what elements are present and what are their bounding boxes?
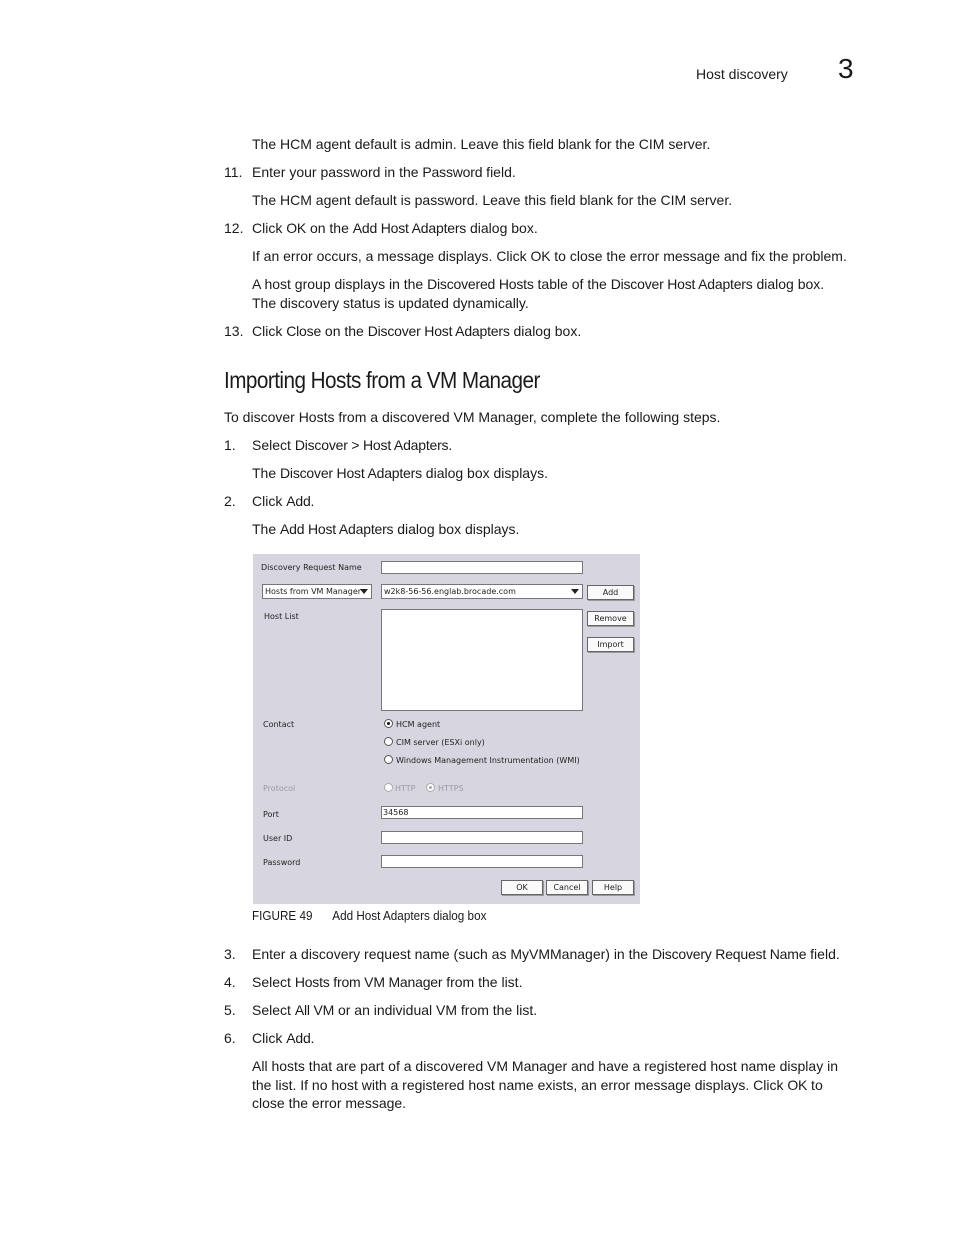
user-id-input[interactable] xyxy=(381,831,583,844)
paragraph: A host group displays in the Discovered Hosts table of the Discover Host Adapters dialog box. xyxy=(252,276,825,292)
protocol-radio-http[interactable] xyxy=(384,783,393,792)
host-list-label: Host List xyxy=(264,612,299,621)
protocol-option-label: HTTP xyxy=(395,784,416,793)
source-select[interactable] xyxy=(262,584,372,599)
vm-select[interactable] xyxy=(381,584,583,599)
password-input[interactable] xyxy=(381,855,583,868)
step-number: 5. xyxy=(224,1002,236,1018)
step-number: 3. xyxy=(224,946,236,962)
chevron-down-icon xyxy=(360,589,368,594)
step-number: 6. xyxy=(224,1030,236,1046)
discovery-request-name-label: Discovery Request Name xyxy=(261,563,362,572)
step-text: Enter your password in the Password field. xyxy=(252,164,516,180)
user-id-label: User ID xyxy=(263,834,293,843)
step-number: 11. xyxy=(224,164,243,180)
paragraph: The Add Host Adapters dialog box displays. xyxy=(252,521,520,537)
paragraph: The HCM agent default is password. Leave this field blank for the CIM server. xyxy=(252,192,733,208)
ok-button[interactable]: OK xyxy=(501,880,543,895)
step-number: 2. xyxy=(224,493,236,509)
source-select-value: Hosts from VM Manager xyxy=(265,587,362,596)
step-text: Click Add. xyxy=(252,1030,315,1046)
paragraph: All hosts that are part of a discovered VM Manager and have a registered host name display in xyxy=(252,1058,838,1074)
cancel-button[interactable]: Cancel xyxy=(546,880,588,895)
chevron-down-icon xyxy=(571,589,579,594)
remove-button[interactable]: Remove xyxy=(587,611,634,626)
contact-radio-hcm-agent[interactable] xyxy=(384,719,393,728)
paragraph: To discover Hosts from a discovered VM Manager, complete the following steps. xyxy=(224,409,721,425)
import-button[interactable]: Import xyxy=(587,637,634,652)
step-number: 4. xyxy=(224,974,236,990)
paragraph: The Discover Host Adapters dialog box displays. xyxy=(252,465,548,481)
figure-number: FIGURE 49 xyxy=(252,908,313,923)
step-text: Enter a discovery request name (such as MyVMManager) in the Discovery Request Name field. xyxy=(252,946,840,962)
contact-radio-cim-server[interactable] xyxy=(384,737,393,746)
contact-radio-wmi[interactable] xyxy=(384,755,393,764)
contact-label: Contact xyxy=(263,720,295,729)
chapter-number: 3 xyxy=(838,53,854,84)
add-host-adapters-dialog xyxy=(253,554,640,904)
step-number: 12. xyxy=(224,220,244,236)
paragraph: close the error message. xyxy=(252,1095,407,1111)
paragraph: The discovery status is updated dynamically. xyxy=(252,295,529,311)
running-header-title: Host discovery xyxy=(696,66,788,82)
password-label: Password xyxy=(263,858,301,867)
discovery-request-name-input[interactable] xyxy=(381,561,583,574)
protocol-option-label: HTTPS xyxy=(438,784,464,793)
step-number: 1. xyxy=(224,437,236,453)
contact-option-label: Windows Management Instrumentation (WMI) xyxy=(396,756,580,765)
host-list[interactable] xyxy=(381,609,583,711)
figure-title: Add Host Adapters dialog box xyxy=(332,908,487,923)
step-text: Select All VM or an individual VM from the list. xyxy=(252,1002,538,1018)
add-button[interactable]: Add xyxy=(587,585,634,600)
contact-option-label: CIM server (ESXi only) xyxy=(396,738,485,747)
section-heading: Importing Hosts from a VM Manager xyxy=(224,367,540,393)
help-button[interactable]: Help xyxy=(592,880,634,895)
figure-caption xyxy=(252,908,486,923)
step-text: Click Close on the Discover Host Adapters dialog box. xyxy=(252,323,582,339)
port-input[interactable]: 34568 xyxy=(381,806,583,819)
paragraph: the list. If no host with a registered host name exists, an error message displays. Click OK to xyxy=(252,1077,823,1093)
step-text: Click Add. xyxy=(252,493,315,509)
protocol-radio-https[interactable] xyxy=(426,783,435,792)
paragraph: The HCM agent default is admin. Leave this field blank for the CIM server. xyxy=(252,136,711,152)
contact-option-label: HCM agent xyxy=(396,720,441,729)
step-text: Select Hosts from VM Manager from the list. xyxy=(252,974,523,990)
step-text: Select Discover > Host Adapters. xyxy=(252,437,453,453)
paragraph: If an error occurs, a message displays. Click OK to close the error message and fix the problem. xyxy=(252,248,847,264)
protocol-label: Protocol xyxy=(263,784,296,793)
vm-select-value: w2k8-56-56.englab.brocade.com xyxy=(384,587,516,596)
port-label: Port xyxy=(263,810,279,819)
step-number: 13. xyxy=(224,323,244,339)
step-text: Click OK on the Add Host Adapters dialog box. xyxy=(252,220,538,236)
